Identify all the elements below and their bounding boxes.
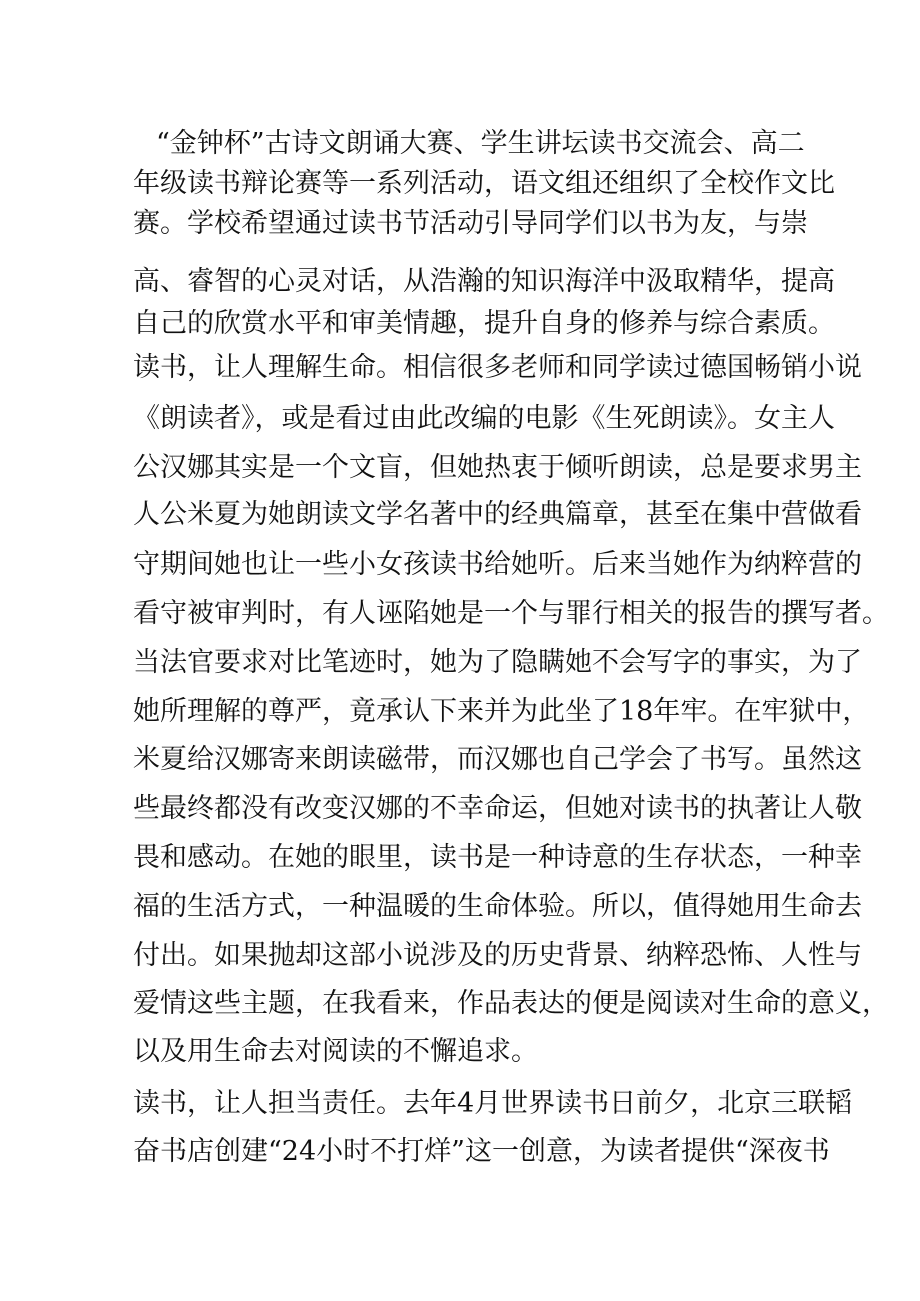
paragraph-line: 以及用生命去对阅读的不懈追求。 [133, 1036, 538, 1067]
paragraph-line: 福的生活方式，一种温暖的生命体验。所以，值得她用生命去 [133, 891, 862, 922]
paragraph-line: 年级读书辩论赛等一系列活动，语文组还组织了全校作文比 [133, 168, 835, 199]
paragraph-line: 爱情这些主题，在我看来，作品表达的便是阅读对生命的意义， [133, 988, 889, 1019]
paragraph-line: 奋书店创建“24小时不打烊”这一创意，为读者提供“深夜书 [133, 1136, 830, 1167]
paragraph-line: “金钟杯”古诗文朗诵大赛、学生讲坛读书交流会、高二 [156, 128, 805, 159]
paragraph-line: 付出。如果抛却这部小说涉及的历史背景、纳粹恐怖、人性与 [133, 940, 862, 971]
paragraph-line: 她所理解的尊严，竟承认下来并为此坐了18年牢。在牢狱中， [133, 696, 870, 727]
paragraph-line: 看守被审判时，有人诬陷她是一个与罪行相关的报告的撰写者。 [133, 598, 889, 629]
paragraph-line: 高、睿智的心灵对话，从浩瀚的知识海洋中汲取精华，提高 [133, 266, 835, 297]
paragraph-line: 些最终都没有改变汉娜的不幸命运，但她对读书的执著让人敬 [133, 793, 862, 824]
paragraph-line: 畏和感动。在她的眼里，读书是一种诗意的生存状态，一种幸 [133, 842, 862, 873]
paragraph-line: 人公米夏为她朗读文学名著中的经典篇章，甚至在集中营做看 [133, 499, 862, 530]
paragraph-line: 守期间她也让一些小女孩读书给她听。后来当她作为纳粹营的 [133, 549, 862, 580]
paragraph-line: 读书，让人担当责任。去年4月世界读书日前夕，北京三联韬 [133, 1088, 853, 1119]
paragraph-line: 自己的欣赏水平和审美情趣，提升自身的修养与综合素质。 [133, 308, 835, 339]
paragraph-line: 赛。学校希望通过读书节活动引导同学们以书为友，与崇 [133, 208, 808, 239]
paragraph-line: 读书，让人理解生命。相信很多老师和同学读过德国畅销小说 [133, 352, 862, 383]
paragraph-line: 当法官要求对比笔迹时，她为了隐瞒她不会写字的事实，为了 [133, 647, 862, 678]
paragraph-line: 米夏给汉娜寄来朗读磁带，而汉娜也自己学会了书写。虽然这 [133, 744, 862, 775]
paragraph-line: 《朗读者》，或是看过由此改编的电影《生死朗读》。女主人 [133, 403, 835, 434]
paragraph-line: 公汉娜其实是一个文盲，但她热衷于倾听朗读，总是要求男主 [133, 452, 862, 483]
